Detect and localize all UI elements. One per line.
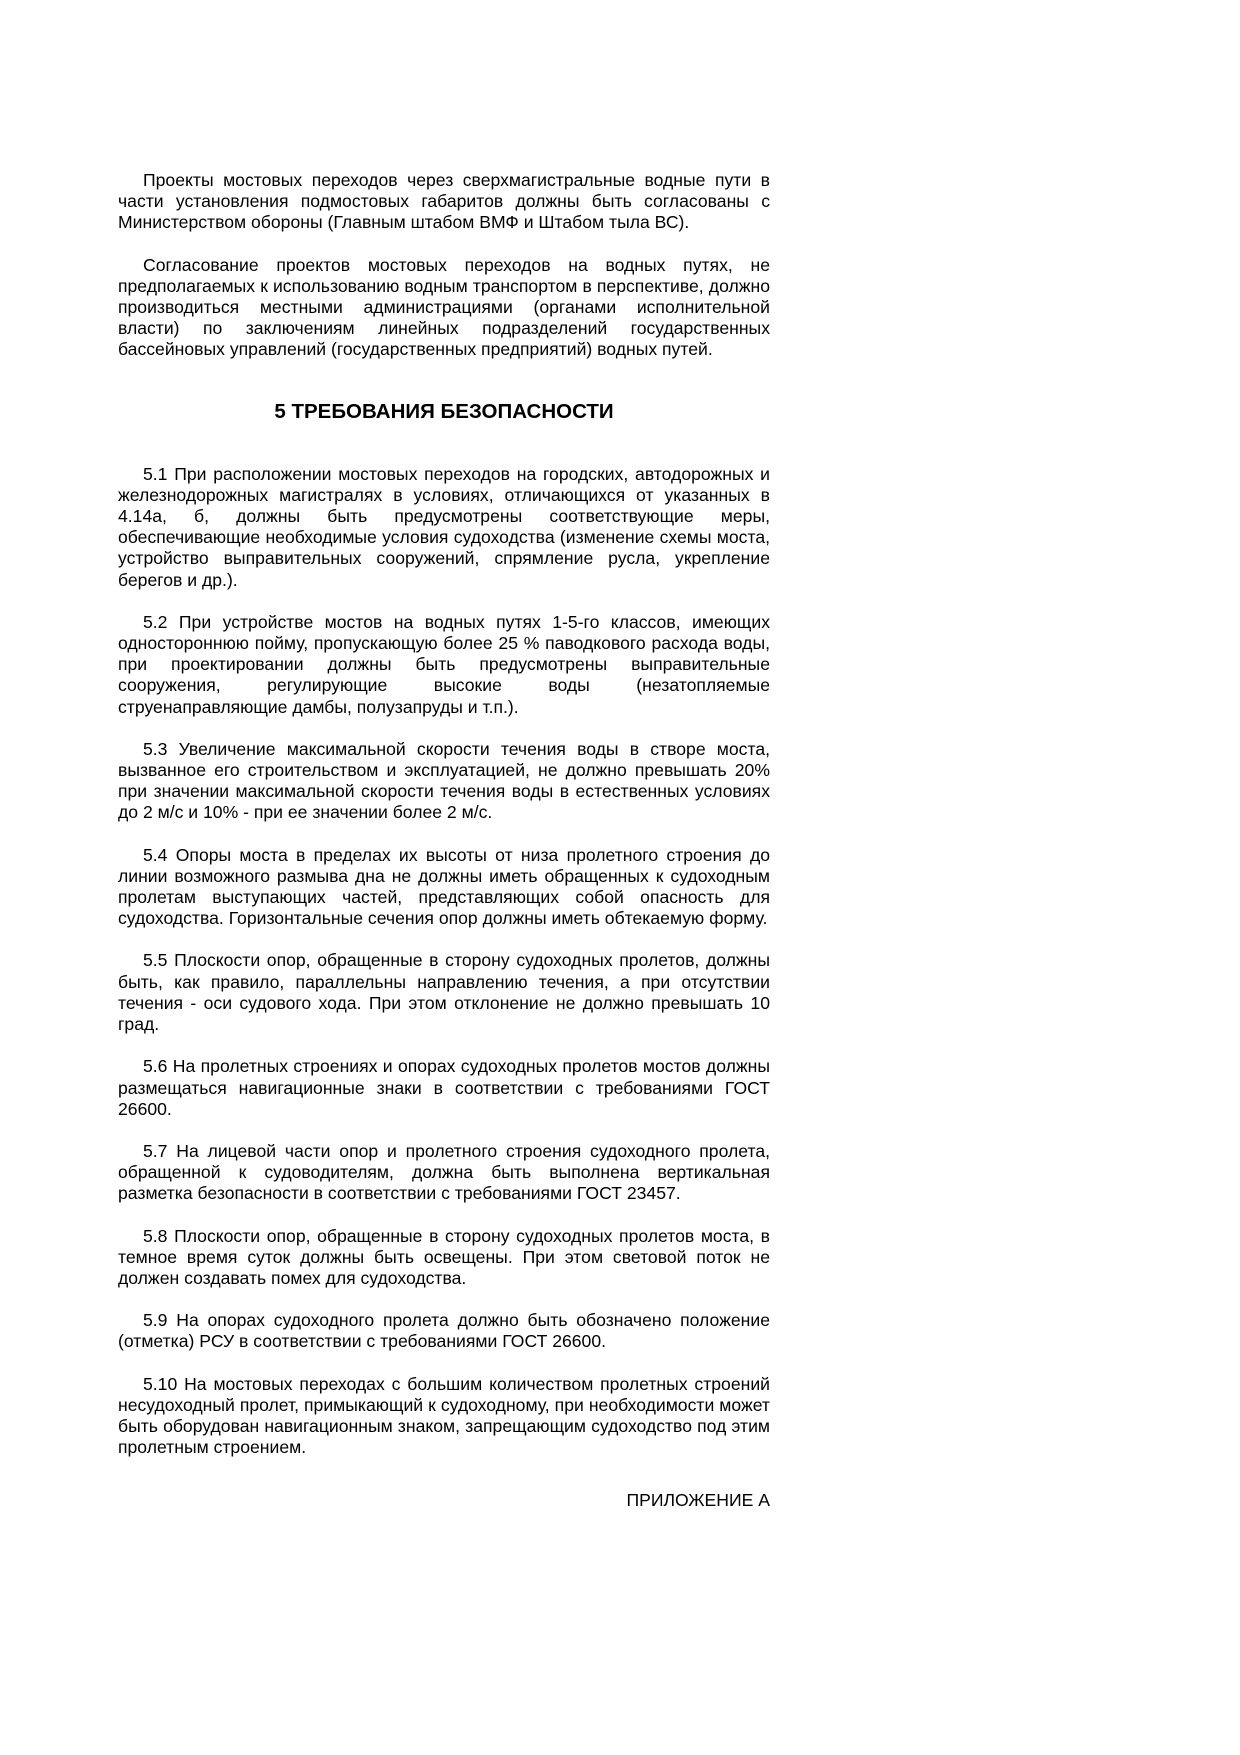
section-item-5-10: 5.10 На мостовых переходах с большим количеством пролетных строений несудоходный пролет, примыкающий к судоходному, при необходимости может быть оборудован навигационным знаком, запрещающим судоходство под этим пролетным строением. <box>118 1373 770 1458</box>
document-page <box>118 170 770 1512</box>
section-item-5-1: 5.1 При расположении мостовых переходов на городских, автодорожных и железнодорожных магистралях в условиях, отличающихся от указанных в 4.14а, б, должны быть предусмотрены соответствующие меры, обеспечивающие необходимые условия судоходства (изменение схемы моста, устройство выправительных сооружений, спрямление русла, укрепление берегов и др.). <box>118 463 770 590</box>
section-item-5-7: 5.7 На лицевой части опор и пролетного строения судоходного пролета, обращенной к судоводителям, должна быть выполнена вертикальная разметка безопасности в соответствии с требованиями ГОСТ 23457. <box>118 1140 770 1204</box>
section-item-5-3: 5.3 Увеличение максимальной скорости течения воды в створе моста, вызванное его строительством и эксплуатацией, не должно превышать 20% при значении максимальной скорости течения воды в естественных условиях до 2 м/с и 10% - при ее значении более 2 м/с. <box>118 738 770 823</box>
section-item-5-8: 5.8 Плоскости опор, обращенные в сторону судоходных пролетов моста, в темное время суток должны быть освещены. При этом световой поток не должен создавать помех для судоходства. <box>118 1225 770 1288</box>
section-item-5-5: 5.5 Плоскости опор, обращенные в сторону судоходных пролетов, должны быть, как правило, параллельны направлению течения, а при отсутствии течения - оси судового хода. При этом отклонение не должно превышать 10 град. <box>118 950 770 1035</box>
section-item-5-2: 5.2 При устройстве мостов на водных путях 1-5-го классов, имеющих одностороннюю пойму, пропускающую более 25 % паводкового расхода воды, при проектировании должны быть предусмотрены выправительные сооружения, регулирующие высокие воды (незатопляемые струенаправляющие дамбы, полузапруды и т.п.). <box>118 611 770 717</box>
section-item-5-6: 5.6 На пролетных строениях и опорах судоходных пролетов мостов должны размещаться навигационные знаки в соответствии с требованиями ГОСТ 26600. <box>118 1056 770 1119</box>
appendix-label: ПРИЛОЖЕНИЕ А <box>626 1490 770 1511</box>
section-item-5-9: 5.9 На опорах судоходного пролета должно быть обозначено положение (отметка) РСУ в соответствии с требованиями ГОСТ 26600. <box>118 1310 770 1352</box>
section-item-5-4: 5.4 Опоры моста в пределах их высоты от низа пролетного строения до линии возможного размыва дна не должны иметь обращенных к судоходным пролетам выступающих частей, представляющих собой опасность для судоходства. Горизонтальные сечения опор должны иметь обтекаемую форму. <box>118 844 770 929</box>
section-title: 5 ТРЕБОВАНИЯ БЕЗОПАСНОСТИ <box>274 399 614 423</box>
intro-paragraph-2: Согласование проектов мостовых переходов на водных путях, не предполагаемых к использованию водным транспортом в перспективе, должно производиться местными администрациями (органами исполнительной власти) по заключениям линейных подразделений государственных бассейновых управлений (государственных предприятий) водных путей. <box>118 254 770 360</box>
intro-paragraph-1: Проекты мостовых переходов через сверхмагистральные водные пути в части установления подмостовых габаритов должны быть согласованы с Министерством обороны (Главным штабом ВМФ и Штабом тыла ВС). <box>118 170 770 233</box>
